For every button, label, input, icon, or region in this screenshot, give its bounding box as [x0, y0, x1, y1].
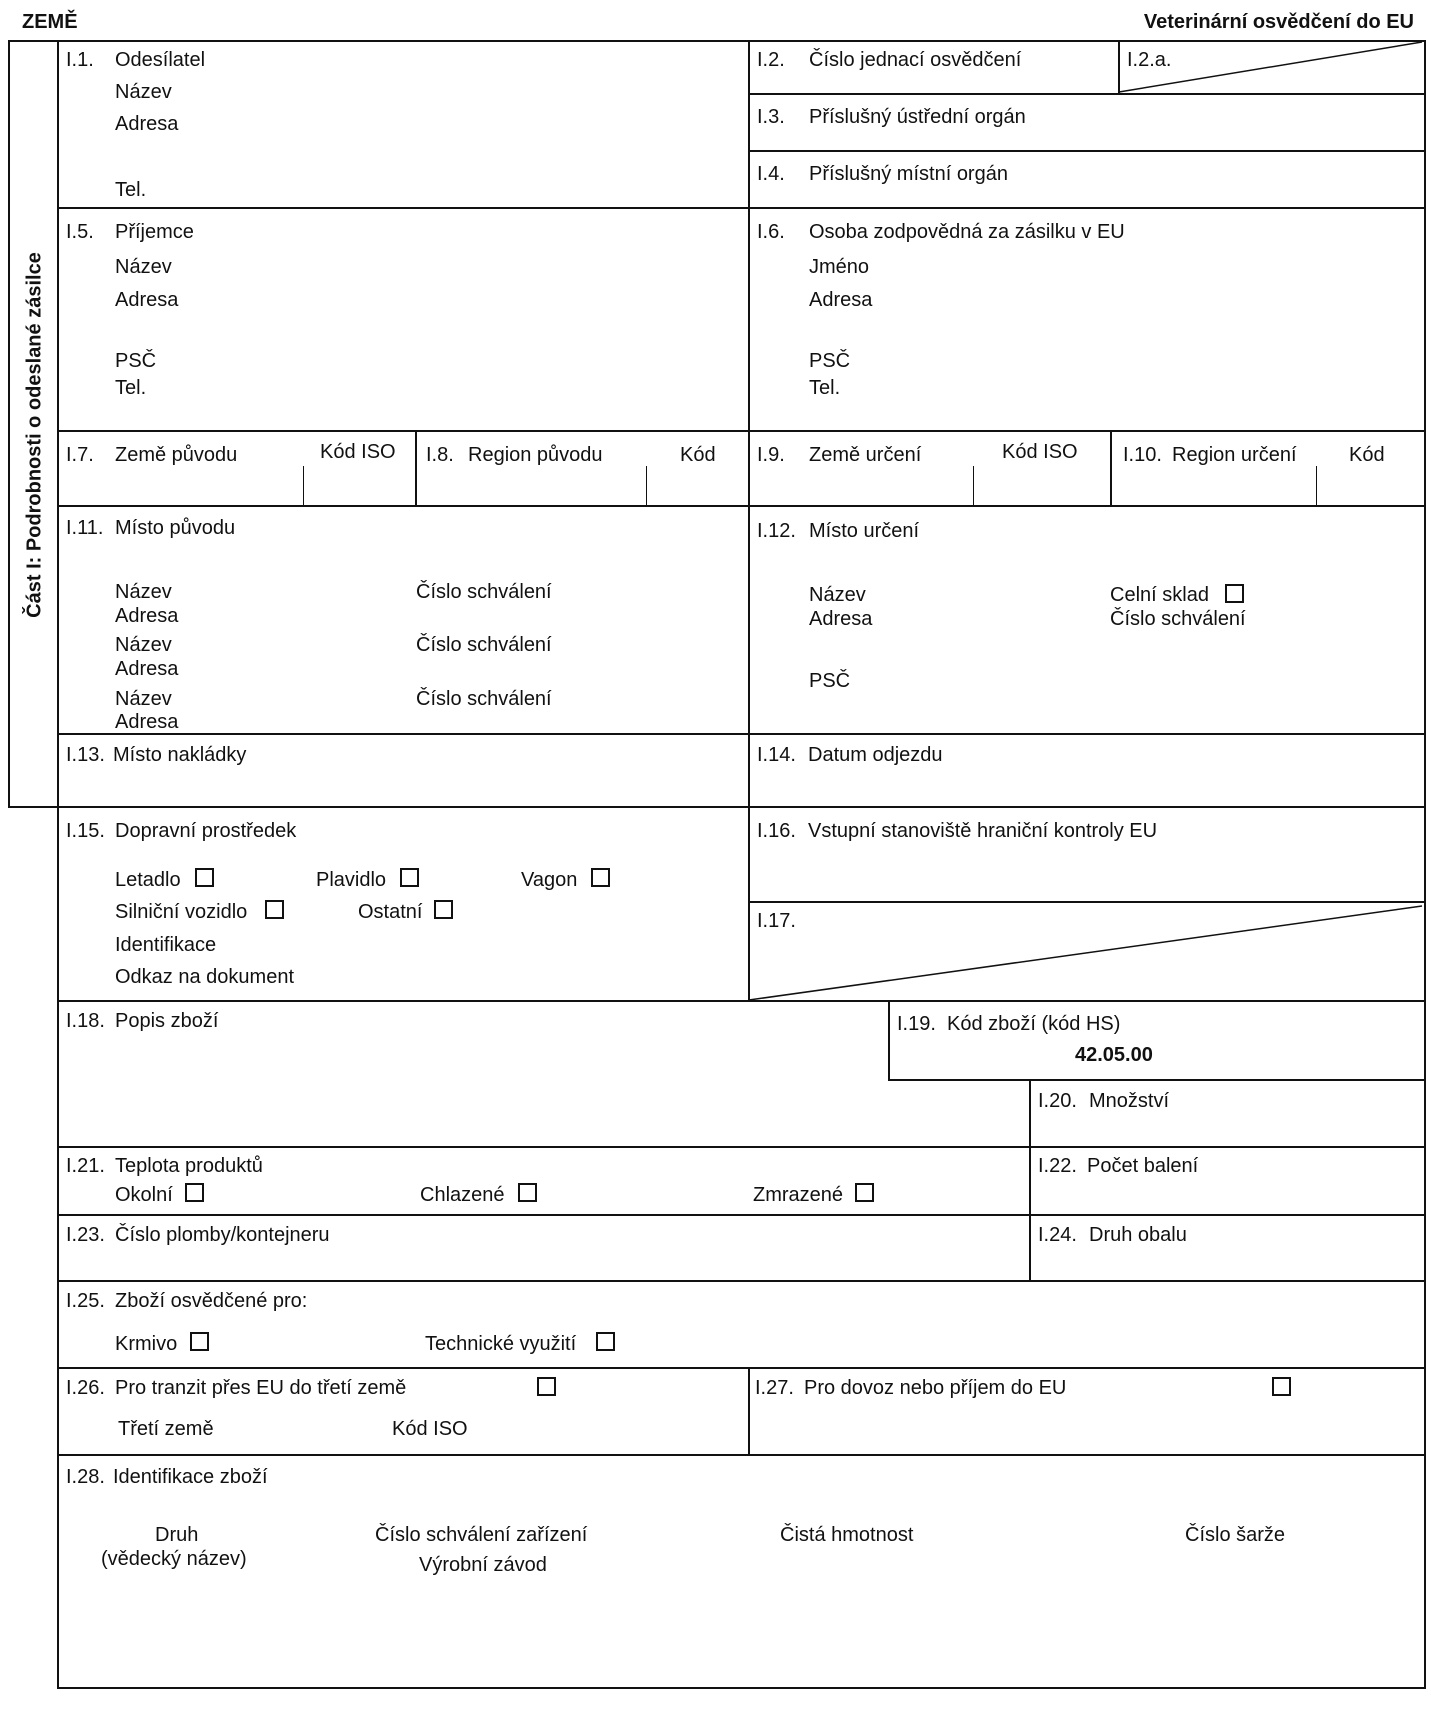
transit-to-third-country-label: Pro tranzit přes EU do třetí země	[115, 1377, 407, 1399]
railway-wagon-checkbox[interactable]	[591, 868, 610, 887]
field-code-i18: I.18.	[66, 1010, 105, 1032]
transit-checkbox[interactable]	[537, 1377, 556, 1396]
field-code-i5: I.5.	[66, 221, 94, 243]
region-of-origin-label[interactable]: Region původu	[468, 444, 603, 466]
frozen-checkbox[interactable]	[855, 1183, 874, 1202]
consignee-label: Příjemce	[115, 221, 194, 243]
road-vehicle-checkbox[interactable]	[265, 900, 284, 919]
origin-address-2[interactable]: Adresa	[115, 658, 179, 680]
destination-region-code-label[interactable]: Kód	[1349, 444, 1385, 466]
field-code-i21: I.21.	[66, 1155, 105, 1177]
consignor-address-label[interactable]: Adresa	[115, 113, 179, 135]
border-inspection-post-label[interactable]: Vstupní stanoviště hraniční kontroly EU	[808, 820, 1158, 842]
net-weight-column-header: Čistá hmotnost	[780, 1524, 914, 1546]
field-code-i24: I.24.	[1038, 1224, 1077, 1246]
commodity-code-label: Kód zboží (kód HS)	[947, 1013, 1121, 1035]
railway-wagon-label: Vagon	[521, 869, 578, 891]
chilled-label: Chlazené	[420, 1184, 505, 1206]
other-transport-checkbox[interactable]	[434, 900, 453, 919]
certificate-title: Veterinární osvědčení do EU	[1143, 11, 1414, 33]
origin-name-1[interactable]: Název	[115, 581, 172, 603]
field-code-i20: I.20.	[1038, 1090, 1077, 1112]
consignor-tel-label[interactable]: Tel.	[115, 179, 147, 201]
vessel-checkbox[interactable]	[400, 868, 419, 887]
destination-iso-code-label[interactable]: Kód ISO	[1002, 441, 1078, 463]
certificate-reference-label[interactable]: Číslo jednací osvědčení	[809, 49, 1022, 71]
field-code-i4: I.4.	[757, 163, 785, 185]
responsible-address-label[interactable]: Adresa	[809, 289, 873, 311]
field-code-i23: I.23.	[66, 1224, 105, 1246]
consignor-name-label[interactable]: Název	[115, 81, 172, 103]
import-checkbox[interactable]	[1272, 1377, 1291, 1396]
place-of-origin-label: Místo původu	[115, 517, 236, 539]
type-of-packaging-label[interactable]: Druh obalu	[1089, 1224, 1187, 1246]
date-of-departure-label[interactable]: Datum odjezdu	[808, 744, 943, 766]
other-transport-label: Ostatní	[358, 901, 423, 923]
field-code-i14: I.14.	[757, 744, 796, 766]
destination-address-label[interactable]: Adresa	[809, 608, 873, 630]
third-country-label[interactable]: Třetí země	[118, 1418, 214, 1440]
manufacturing-plant-column-header: Výrobní závod	[419, 1554, 547, 1576]
frozen-label: Zmrazené	[753, 1184, 844, 1206]
customs-warehouse-label: Celní sklad	[1110, 584, 1209, 606]
aircraft-checkbox[interactable]	[195, 868, 214, 887]
scientific-name-column-header: (vědecký název)	[101, 1548, 247, 1570]
document-reference-label[interactable]: Odkaz na dokument	[115, 966, 294, 988]
responsible-tel-label[interactable]: Tel.	[809, 377, 841, 399]
consignee-psc-label[interactable]: PSČ	[115, 350, 157, 372]
field-code-i28: I.28.	[66, 1466, 105, 1488]
field-code-i3: I.3.	[757, 106, 785, 128]
approval-number-column-header: Číslo schválení zařízení	[375, 1524, 588, 1546]
ambient-checkbox[interactable]	[185, 1183, 204, 1202]
region-of-destination-label[interactable]: Region určení	[1172, 444, 1297, 466]
temperature-of-products-label: Teplota produktů	[115, 1155, 263, 1177]
field-code-i15: I.15.	[66, 820, 105, 842]
field-code-i2a: I.2.a.	[1127, 49, 1172, 71]
chilled-checkbox[interactable]	[518, 1183, 537, 1202]
origin-approval-1[interactable]: Číslo schválení	[416, 581, 552, 603]
consignor-label: Odesílatel	[115, 49, 206, 71]
customs-warehouse-checkbox[interactable]	[1225, 584, 1244, 603]
field-code-i27: I.27.	[755, 1377, 794, 1399]
field-code-i13: I.13.	[66, 744, 105, 766]
responsible-name-label[interactable]: Jméno	[809, 256, 870, 278]
consignee-tel-label[interactable]: Tel.	[115, 377, 147, 399]
field-code-i2: I.2.	[757, 49, 785, 71]
batch-number-column-header: Číslo šarže	[1185, 1524, 1286, 1546]
part-one-side-label: Část I: Podrobnosti o odeslané zásilce	[23, 252, 46, 618]
number-of-packages-label[interactable]: Počet balení	[1087, 1155, 1199, 1177]
description-of-goods-label[interactable]: Popis zboží	[115, 1010, 219, 1032]
field-code-i1: I.1.	[66, 49, 94, 71]
ambient-label: Okolní	[115, 1184, 173, 1206]
aircraft-label: Letadlo	[115, 869, 181, 891]
goods-certified-for-label: Zboží osvědčené pro:	[115, 1290, 308, 1312]
destination-approval-label[interactable]: Číslo schválení	[1110, 608, 1246, 630]
road-vehicle-label: Silniční vozidlo	[115, 901, 248, 923]
origin-approval-3[interactable]: Číslo schválení	[416, 688, 552, 710]
transit-iso-code-label[interactable]: Kód ISO	[392, 1418, 468, 1440]
field-code-i6: I.6.	[757, 221, 785, 243]
field-code-i16: I.16.	[757, 820, 796, 842]
destination-psc-label[interactable]: PSČ	[809, 670, 851, 692]
central-authority-label[interactable]: Příslušný ústřední orgán	[809, 106, 1026, 128]
origin-name-2[interactable]: Název	[115, 634, 172, 656]
place-of-destination-label: Místo určení	[809, 520, 920, 542]
origin-address-3[interactable]: Adresa	[115, 711, 179, 733]
field-code-i10: I.10.	[1123, 444, 1162, 466]
feedingstuff-checkbox[interactable]	[190, 1332, 209, 1351]
responsible-psc-label[interactable]: PSČ	[809, 350, 851, 372]
field-code-i26: I.26.	[66, 1377, 105, 1399]
origin-address-1[interactable]: Adresa	[115, 605, 179, 627]
field-code-i8: I.8.	[426, 444, 454, 466]
field-code-i25: I.25.	[66, 1290, 105, 1312]
feedingstuff-label: Krmivo	[115, 1333, 178, 1355]
origin-iso-code-label[interactable]: Kód ISO	[320, 441, 396, 463]
country-of-origin-label[interactable]: Země původu	[115, 444, 238, 466]
consignee-name-label[interactable]: Název	[115, 256, 172, 278]
commodity-code-value[interactable]: 42.05.00	[1075, 1044, 1153, 1066]
transport-identification-label[interactable]: Identifikace	[115, 934, 217, 956]
eu-responsible-person-label: Osoba zodpovědná za zásilku v EU	[809, 221, 1125, 243]
field-code-i9: I.9.	[757, 444, 785, 466]
field-code-i19: I.19.	[897, 1013, 936, 1035]
local-authority-label[interactable]: Příslušný místní orgán	[809, 163, 1008, 185]
field-code-i12: I.12.	[757, 520, 796, 542]
place-of-loading-label[interactable]: Místo nakládky	[113, 744, 247, 766]
vessel-label: Plavidlo	[316, 869, 387, 891]
origin-region-code-label[interactable]: Kód	[680, 444, 716, 466]
destination-name-label[interactable]: Název	[809, 584, 866, 606]
identification-of-goods-label: Identifikace zboží	[113, 1466, 268, 1488]
technical-use-label: Technické využití	[425, 1333, 577, 1355]
field-code-i22: I.22.	[1038, 1155, 1077, 1177]
species-column-header: Druh	[155, 1524, 199, 1546]
technical-use-checkbox[interactable]	[596, 1332, 615, 1351]
seal-container-number-label[interactable]: Číslo plomby/kontejneru	[115, 1224, 330, 1246]
consignee-address-label[interactable]: Adresa	[115, 289, 179, 311]
quantity-label[interactable]: Množství	[1089, 1090, 1170, 1112]
origin-approval-2[interactable]: Číslo schválení	[416, 634, 552, 656]
import-admission-label: Pro dovoz nebo příjem do EU	[804, 1377, 1067, 1399]
country-of-destination-label[interactable]: Země určení	[809, 444, 922, 466]
field-code-i11: I.11.	[66, 517, 104, 539]
origin-name-3[interactable]: Název	[115, 688, 172, 710]
field-code-i7: I.7.	[66, 444, 94, 466]
means-of-transport-label: Dopravní prostředek	[115, 820, 297, 842]
field-code-i17: I.17.	[757, 910, 796, 932]
country-header: ZEMĚ	[22, 11, 78, 33]
